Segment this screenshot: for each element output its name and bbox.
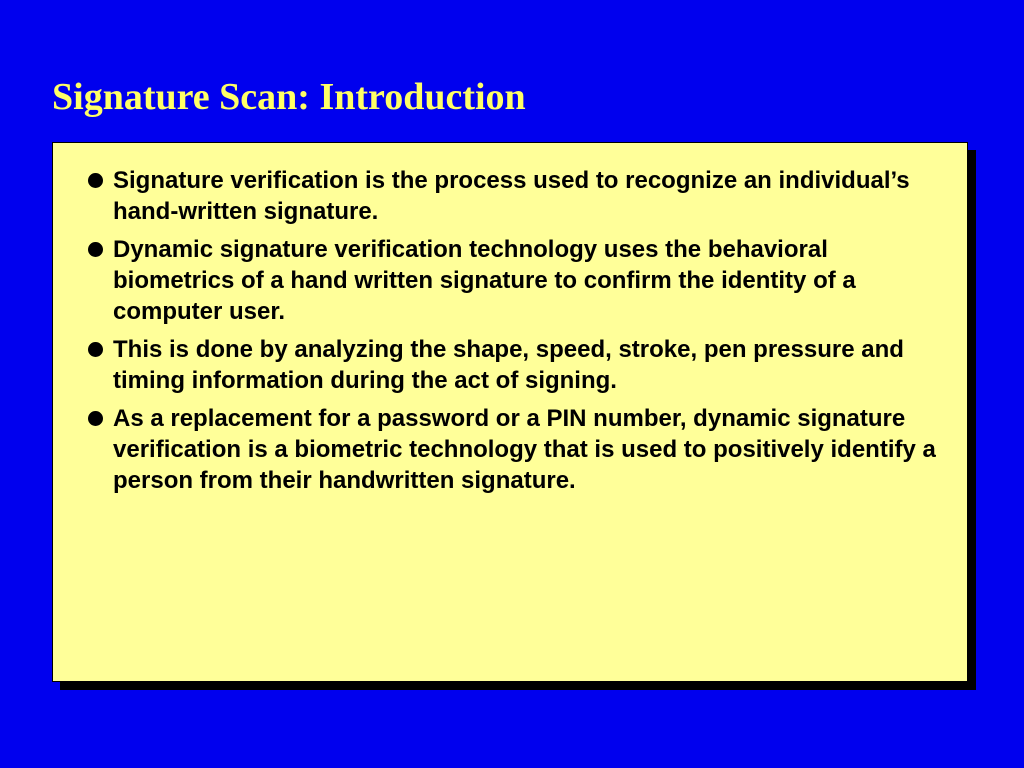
content-box xyxy=(52,142,968,682)
bullet-item xyxy=(87,165,953,227)
bullet-dot-icon xyxy=(87,334,113,365)
bullet-dot-icon xyxy=(87,403,113,434)
bullet-item xyxy=(87,403,953,496)
slide-title: Signature Scan: Introduction xyxy=(52,76,526,118)
bullet-text: As a replacement for a password or a PIN number, dynamic signature verification is a biometric technology that is used to positively identify a person from their handwritten signature. xyxy=(113,405,936,494)
bullet-text: Dynamic signature verification technology uses the behavioral biometrics of a hand written signature to confirm the identity of a computer user. xyxy=(113,236,856,325)
bullet-text: Signature verification is the process used to recognize an individual’s hand-written signature. xyxy=(113,167,910,225)
bullet-list xyxy=(87,165,953,496)
bullet-item xyxy=(87,334,953,396)
bullet-item xyxy=(87,234,953,327)
bullet-text: This is done by analyzing the shape, speed, stroke, pen pressure and timing information during the act of signing. xyxy=(113,336,904,394)
bullet-dot-icon xyxy=(87,165,113,196)
bullet-dot-icon xyxy=(87,234,113,265)
